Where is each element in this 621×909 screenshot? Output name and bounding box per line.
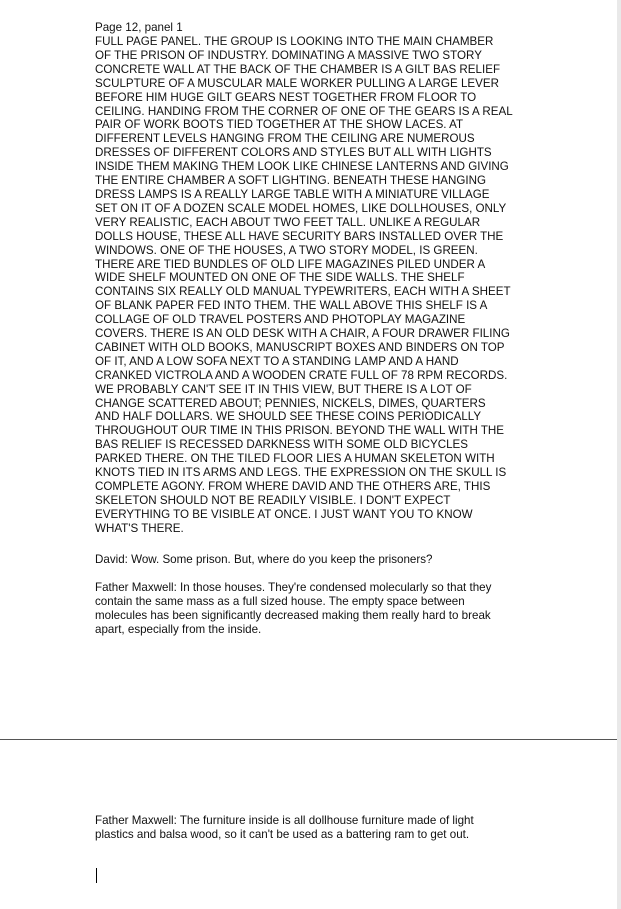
page-edge-shadow (617, 0, 621, 909)
dialogue-father-maxwell-2: Father Maxwell: The furniture inside is all dollhouse furniture made of light plastics and balsa wood, so it can't be used as a battering ram to get out. (95, 814, 474, 841)
dialogue-david: David: Wow. Some prison. But, where do you keep the prisoners? (95, 553, 433, 566)
page-break-divider (0, 739, 617, 740)
dialogue-father-maxwell-1: Father Maxwell: In those houses. They're condensed molecularly so that they contain the same mass as a full sized house. The empty space between molecules has been significantly decreased making them really hard to break apart, especially from the inside. (95, 581, 492, 636)
page-panel-header: Page 12, panel 1 (95, 21, 183, 34)
text-cursor (96, 868, 97, 883)
panel-description: FULL PAGE PANEL. THE GROUP IS LOOKING INTO THE MAIN CHAMBER OF THE PRISON OF INDUSTRY. DOMINATING A MASSIVE TWO STORY CONCRETE WALL AT THE BACK OF THE CHAMBER IS A GILT BAS RELIEF SCULPTURE OF A MUSCULAR MALE WORKER PULLING A LARGE LEVER BEFORE HIM HUGE GILT GEARS NEST TOGETHER FROM FLOOR TO CEILING. HANDING FROM THE CORNER OF ONE OF THE GEARS IS A REAL PAIR OF WORK BOOTS TIED TOGETHER AT THE SHOW LACES. AT DIFFERENT LEVELS HANGING FROM THE CEILING ARE NUMEROUS DRESSES OF DIFFERENT COLORS AND STYLES BUT ALL WITH LIGHTS INSIDE THEM MAKING THEM LOOK LIKE CHINESE LANTERNS AND GIVING THE ENTIRE CHAMBER A SOFT LIGHTING. BENEATH THESE HANGING DRESS LAMPS IS A REALLY LARGE TABLE WITH A MINIATURE VILLAGE SET ON IT OF A DOZEN SCALE MODEL HOMES, LIKE DOLLHOUSES, ONLY VERY REALISTIC, EACH ABOUT TWO FEET TALL. UNLIKE A REGULAR DOLLS HOUSE, THESE ALL HAVE SECURITY BARS INSTALLED OVER THE WINDOWS. ONE OF THE HOUSES, A TWO STORY MODEL, IS GREEN. THERE ARE TIED BUNDLES OF OLD LIFE MAGAZINES PILED UNDER A WIDE SHELF MOUNTED ON ONE OF THE SIDE WALLS. THE SHELF CONTAINS SIX REALLY OLD MANUAL TYPEWRITERS, EACH WITH A SHEET OF BLANK PAPER FED INTO THEM. THE WALL ABOVE THIS SHELF IS A COLLAGE OF OLD TRAVEL POSTERS AND PHOTOPLAY MAGAZINE COVERS. THERE IS AN OLD DESK WITH A CHAIR, A FOUR DRAWER FILING CABINET WITH OLD BOOKS, MANUSCRIPT BOXES AND BINDERS ON TOP OF IT, AND A LOW SOFA NEXT TO A STANDING LAMP AND A HAND CRANKED VICTROLA AND A WOODEN CRATE FULL OF 78 RPM RECORDS. WE PROBABLY CAN'T SEE IT IN THIS VIEW, BUT THERE IS A LOT OF CHANGE SCATTERED ABOUT; PENNIES, NICKELS, DIMES, QUARTERS AND HALF DOLLARS. WE SHOULD SEE THESE COINS PERIODICALLY THROUGHOUT OUR TIME IN THIS PRISON. BEYOND THE WALL WITH THE BAS RELIEF IS RECESSED DARKNESS WITH SOME OLD BICYCLES PARKED THERE. ON THE TILED FLOOR LIES A HUMAN SKELETON WITH KNOTS TIED IN ITS ARMS AND LEGS. THE EXPRESSION ON THE SKULL IS COMPLETE AGONY. FROM WHERE DAVID AND THE OTHERS ARE, THIS SKELETON SHOULD NOT BE READILY VISIBLE. I DON'T EXPECT EVERYTHING TO BE VISIBLE AT ONCE. I JUST WANT YOU TO KNOW WHAT'S THERE. (95, 35, 513, 535)
